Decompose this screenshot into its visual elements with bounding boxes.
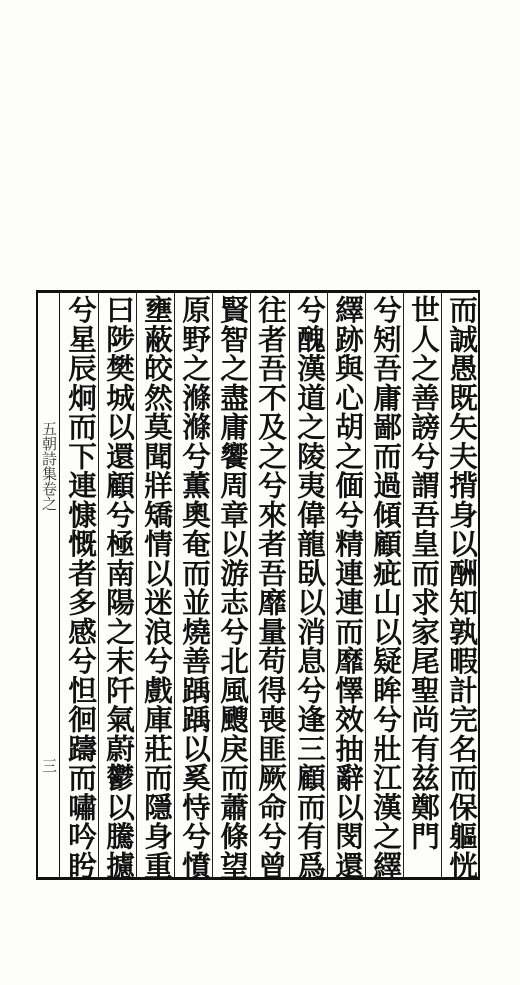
text-column-11 — [61, 293, 98, 880]
text-column-9 — [137, 293, 174, 880]
text-column-6 — [251, 293, 288, 880]
column-text: 繹跡與心胡之偭兮精連連而靡懌效抽辭以閔還 — [331, 295, 365, 880]
column-text: 壅蔽皎然莫聞牂矯情以迷浪兮戲庫莊而隱身重 — [140, 295, 174, 880]
column-text: 曰陟樊城以還顧兮極南陽之末阡氣蔚鬱以騰攄 — [102, 295, 136, 880]
text-column-10 — [99, 293, 136, 880]
column-text: 兮矧吾庸鄙而過傾顧疵山以疑眸兮壯江漢之繹 — [369, 295, 403, 880]
text-column-2 — [404, 293, 441, 877]
text-column-3 — [366, 293, 403, 880]
margin-title: 五朝詩集卷之 — [40, 421, 58, 511]
margin-page-number: 三 — [40, 758, 58, 773]
column-text: 賢智之盡庸饗周章以游志兮北風颼戾而蕭條望 — [216, 295, 250, 880]
column-text: 世人之善謗兮謂吾皇而求家尾聖尚有兹鄭門 — [407, 295, 441, 851]
text-column-8 — [175, 293, 212, 880]
column-text: 兮醜漢道之陵夷偉龍臥以消息兮逢三顧而有爲 — [293, 295, 327, 880]
text-column-4 — [328, 293, 365, 880]
column-text: 兮星辰炯而下連慷慨者多感兮怛徊躊而嘯吟盻 — [64, 295, 98, 880]
margin-strip — [38, 293, 60, 877]
text-column-5 — [290, 293, 327, 880]
column-text: 往者吾不及之兮來者吾靡量苟得喪匪厥命兮曾 — [254, 295, 288, 880]
text-column-7 — [213, 293, 250, 880]
column-text: 原野之滌滌兮薫奧奄而並燒善踽踽以奚恃兮憤 — [178, 295, 212, 880]
column-text: 而誠愚既矢夫揹身以酬知孰暇計完名而保軀恍 — [445, 295, 479, 880]
text-column-1 — [442, 293, 479, 880]
